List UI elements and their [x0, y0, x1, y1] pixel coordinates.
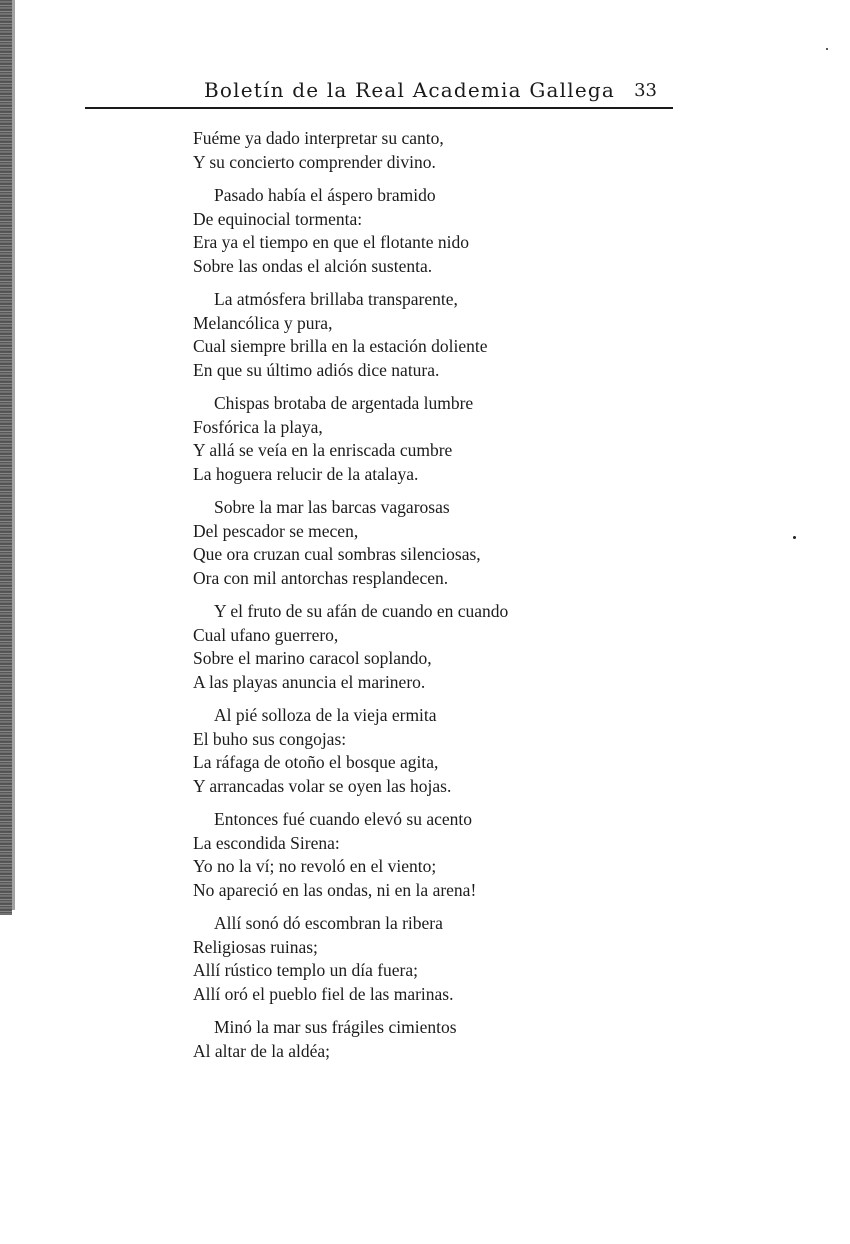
verse-line: La escondida Sirena: — [193, 832, 340, 853]
verse-line: Ora con mil antorchas resplandecen. — [193, 567, 449, 588]
verse-line: Cual siempre brilla en la estación doliente — [193, 336, 488, 356]
verse-line: Sobre las ondas el alción sustenta. — [193, 255, 433, 276]
stanza — [193, 127, 613, 174]
verse-line: Y allá se veía en la enriscada cumbre — [193, 440, 453, 460]
verse-line: Yo no la ví; no revoló en el viento; — [193, 856, 437, 876]
scan-speck — [826, 48, 828, 50]
running-header — [85, 76, 673, 108]
verse-line: Y arrancadas volar se oyen las hojas. — [193, 775, 452, 796]
page-binding-edge — [0, 0, 12, 915]
header-rule — [85, 107, 673, 109]
verse-line: De equinocial tormenta: — [193, 208, 363, 229]
stanza — [193, 392, 613, 486]
verse-line: Chispas brotaba de argentada lumbre — [214, 393, 474, 413]
verse-line: Allí oró el pueblo fiel de las marinas. — [193, 983, 454, 1004]
verse-line: Cual ufano guerrero, — [193, 624, 339, 645]
verse-line: A las playas anuncia el marinero. — [193, 671, 426, 692]
verse-line: Minó la mar sus frágiles cimientos — [214, 1017, 457, 1037]
verse-line: La atmósfera brillaba transparente, — [214, 289, 458, 309]
verse-line: La ráfaga de otoño el bosque agita, — [193, 752, 439, 772]
verse-line: Y su concierto comprender divino. — [193, 151, 436, 172]
verse-line: Al altar de la aldéa; — [193, 1040, 331, 1061]
verse-line: Melancólica y pura, — [193, 312, 333, 333]
verse-line: No apareció en las ondas, ni en la arena! — [193, 879, 477, 900]
verse-line: Era ya el tiempo en que el flotante nido — [193, 232, 470, 252]
stanza — [193, 600, 613, 694]
stanza — [193, 496, 613, 590]
verse-line: La hoguera relucir de la atalaya. — [193, 463, 419, 484]
verse-line: Del pescador se mecen, — [193, 520, 359, 541]
verse-line: Al pié solloza de la vieja ermita — [214, 705, 437, 725]
verse-line: Sobre la mar las barcas vagarosas — [214, 497, 450, 517]
verse-line: Pasado había el áspero bramido — [214, 185, 436, 205]
verse-line: Que ora cruzan cual sombras silenciosas, — [193, 544, 481, 564]
journal-title: Boletín de la Real Academia Gallega — [204, 78, 615, 102]
scan-speck — [793, 536, 796, 539]
stanza — [193, 912, 613, 1006]
stanza — [193, 704, 613, 798]
verse-line: Fosfórica la playa, — [193, 416, 323, 437]
verse-line: Sobre el marino caracol soplando, — [193, 648, 432, 668]
verse-line: Entonces fué cuando elevó su acento — [214, 809, 473, 829]
verse-line: Fuéme ya dado interpretar su canto, — [193, 128, 444, 148]
verse-line: El buho sus congojas: — [193, 728, 347, 749]
poem-body — [193, 127, 613, 1073]
verse-line: En que su último adiós dice natura. — [193, 359, 440, 380]
verse-line: Religiosas ruinas; — [193, 936, 318, 957]
verse-line: Allí rústico templo un día fuera; — [193, 960, 419, 980]
stanza — [193, 288, 613, 382]
stanza — [193, 808, 613, 902]
page-number: 33 — [634, 80, 657, 101]
verse-line: Y el fruto de su afán de cuando en cuando — [214, 601, 509, 621]
stanza — [193, 184, 613, 278]
verse-line: Allí sonó dó escombran la ribera — [214, 913, 443, 933]
page-binding-shadow — [12, 0, 15, 910]
stanza — [193, 1016, 613, 1063]
